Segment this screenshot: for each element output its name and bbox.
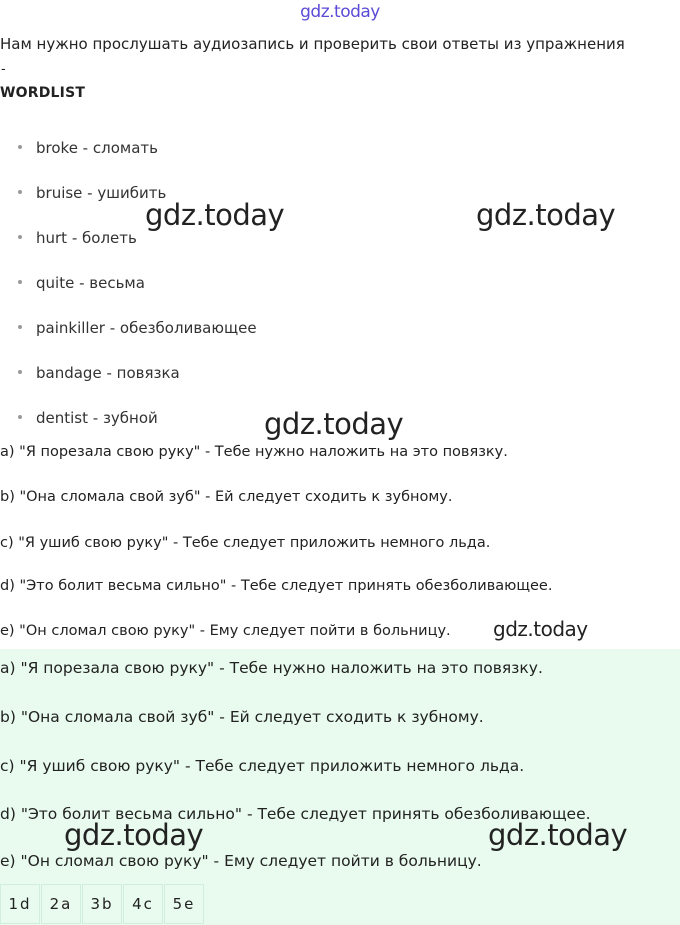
wordlist-item-text: quite - весьма xyxy=(36,274,145,292)
answer-key xyxy=(0,884,205,925)
answer-key-cell: 1d xyxy=(0,884,40,924)
answer-box-line: e) "Он сломал свою руку" - Ему следует пойти в больницу. xyxy=(0,852,482,870)
watermark: gdz.today xyxy=(488,818,628,852)
answer-key-cell: 4c xyxy=(123,884,163,924)
answer-key-cell: 2a xyxy=(41,884,81,924)
answer-box-line: b) "Она сломала свой зуб" - Ей следует сходить к зубному. xyxy=(0,708,484,726)
answer-line: c) "Я ушиб свою руку" - Тебе следует приложить немного льда. xyxy=(0,535,491,551)
wordlist-title: WORDLIST xyxy=(0,85,86,101)
watermark: gdz.today xyxy=(493,617,588,641)
answer-line: d) "Это болит весьма сильно" - Тебе следует принять обезболивающее. xyxy=(0,578,553,594)
wordlist-item-text: broke - сломать xyxy=(36,139,158,157)
bullet-icon xyxy=(18,325,22,329)
intro-text: Нам нужно прослушать аудиозапись и проверить свои ответы из упражнения xyxy=(0,35,625,53)
watermark: gdz.today xyxy=(264,407,404,441)
answer-key-cell: 5e xyxy=(164,884,204,924)
wordlist-item-text: painkiller - обезболивающее xyxy=(36,319,257,337)
bullet-icon xyxy=(18,415,22,419)
answer-line: b) "Она сломала свой зуб" - Ей следует сходить к зубному. xyxy=(0,489,453,505)
header-watermark: gdz.today xyxy=(300,2,380,22)
bullet-icon xyxy=(18,235,22,239)
answer-line: e) "Он сломал свою руку" - Ему следует пойти в больницу. xyxy=(0,623,451,639)
wordlist-item-text: bruise - ушибить xyxy=(36,184,167,202)
bullet-icon xyxy=(18,280,22,284)
bullet-icon xyxy=(18,370,22,374)
watermark: gdz.today xyxy=(64,818,204,852)
watermark: gdz.today xyxy=(476,198,616,232)
wordlist-item-text: bandage - повязка xyxy=(36,364,180,382)
answer-box-line: c) "Я ушиб свою руку" - Тебе следует приложить немного льда. xyxy=(0,757,525,775)
bullet-icon xyxy=(18,190,22,194)
intro-dash: - xyxy=(1,62,6,77)
bullet-icon xyxy=(18,145,22,149)
answer-key-cell: 3b xyxy=(82,884,122,924)
answer-box-line: a) "Я порезала свою руку" - Тебе нужно наложить на это повязку. xyxy=(0,659,543,677)
answer-box-line: d) "Это болит весьма сильно" - Тебе следует принять обезболивающее. xyxy=(0,805,591,823)
answer-line: a) "Я порезала свою руку" - Тебе нужно наложить на это повязку. xyxy=(0,444,508,460)
wordlist-item-text: hurt - болеть xyxy=(36,229,137,247)
wordlist-item-text: dentist - зубной xyxy=(36,409,158,427)
watermark: gdz.today xyxy=(145,198,285,232)
